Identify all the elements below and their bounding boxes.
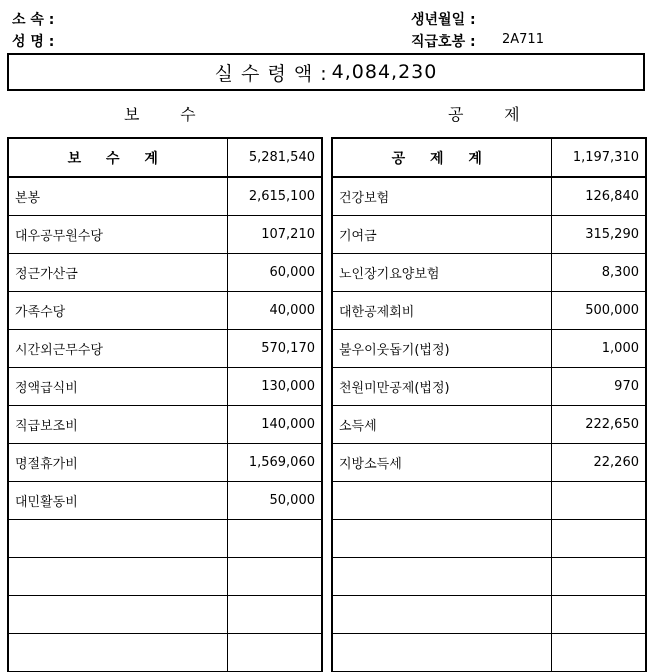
pay-item-amount xyxy=(227,596,322,634)
pay-item-name: 명절휴가비 xyxy=(8,444,227,482)
deduction-item-name: 지방소득세 xyxy=(332,444,551,482)
name-label: 성 명 : xyxy=(12,34,55,50)
affiliation-label: 소 속 : xyxy=(12,12,55,28)
deduction-section-title: 공 제 xyxy=(448,105,520,124)
pay-item-amount: 570,170 xyxy=(227,330,322,368)
pay-item-name xyxy=(8,634,227,672)
grade-value: 2A711 xyxy=(502,32,544,47)
pay-item-amount xyxy=(227,634,322,672)
deduction-item-amount: 315,290 xyxy=(551,216,646,254)
pay-item-amount: 140,000 xyxy=(227,406,322,444)
deduction-item-amount: 126,840 xyxy=(551,177,646,216)
pay-row xyxy=(8,177,322,216)
net-pay-box xyxy=(7,53,645,91)
birthdate-label: 생년월일 : xyxy=(411,12,476,28)
net-pay-amount: 4,084,230 xyxy=(331,61,438,83)
deduction-item-name xyxy=(332,520,551,558)
pay-item-amount xyxy=(227,520,322,558)
pay-row xyxy=(8,216,322,254)
pay-total-value: 5,281,540 xyxy=(227,138,322,177)
pay-item-name xyxy=(8,520,227,558)
deduction-item-amount: 222,650 xyxy=(551,406,646,444)
deduction-item-amount: 970 xyxy=(551,368,646,406)
pay-item-amount: 1,569,060 xyxy=(227,444,322,482)
deduction-row xyxy=(332,406,646,444)
deduction-item-amount xyxy=(551,558,646,596)
deduction-row xyxy=(332,558,646,596)
pay-item-amount: 130,000 xyxy=(227,368,322,406)
deduction-item-name: 노인장기요양보험 xyxy=(332,254,551,292)
deduction-item-name xyxy=(332,634,551,672)
pay-total-row xyxy=(8,138,322,177)
pay-item-amount: 60,000 xyxy=(227,254,322,292)
deduction-row xyxy=(332,520,646,558)
deduction-item-name: 소득세 xyxy=(332,406,551,444)
deduction-item-amount: 22,260 xyxy=(551,444,646,482)
deduction-item-amount xyxy=(551,482,646,520)
deduction-row xyxy=(332,254,646,292)
pay-row xyxy=(8,444,322,482)
pay-table xyxy=(7,137,323,672)
pay-row xyxy=(8,368,322,406)
pay-item-amount xyxy=(227,558,322,596)
net-pay-label: 실 수 령 액 : xyxy=(214,62,328,85)
deduction-item-amount xyxy=(551,520,646,558)
deduction-item-amount: 8,300 xyxy=(551,254,646,292)
deduction-item-name: 기여금 xyxy=(332,216,551,254)
deduction-row xyxy=(332,177,646,216)
deduction-item-name: 건강보험 xyxy=(332,177,551,216)
deduction-item-amount xyxy=(551,634,646,672)
deduction-row xyxy=(332,444,646,482)
deduction-item-amount xyxy=(551,596,646,634)
pay-row xyxy=(8,482,322,520)
pay-row xyxy=(8,634,322,672)
deduction-row xyxy=(332,634,646,672)
pay-row xyxy=(8,406,322,444)
pay-section-title: 보 수 xyxy=(124,105,196,124)
deduction-total-row xyxy=(332,138,646,177)
deduction-item-name: 대한공제회비 xyxy=(332,292,551,330)
pay-row xyxy=(8,254,322,292)
deduction-item-name: 천원미만공제(법정) xyxy=(332,368,551,406)
pay-item-name: 대민활동비 xyxy=(8,482,227,520)
pay-item-amount: 2,615,100 xyxy=(227,177,322,216)
pay-total-label: 보 수 계 xyxy=(8,138,227,177)
pay-item-amount: 107,210 xyxy=(227,216,322,254)
pay-item-amount: 40,000 xyxy=(227,292,322,330)
deduction-row xyxy=(332,482,646,520)
pay-row xyxy=(8,596,322,634)
pay-item-name: 정액급식비 xyxy=(8,368,227,406)
deduction-row xyxy=(332,216,646,254)
deduction-table xyxy=(331,137,647,672)
deduction-item-name xyxy=(332,482,551,520)
pay-item-name: 직급보조비 xyxy=(8,406,227,444)
pay-item-name: 가족수당 xyxy=(8,292,227,330)
deduction-row xyxy=(332,292,646,330)
pay-row xyxy=(8,558,322,596)
pay-item-name: 대우공무원수당 xyxy=(8,216,227,254)
pay-item-amount: 50,000 xyxy=(227,482,322,520)
deduction-row xyxy=(332,368,646,406)
pay-row xyxy=(8,330,322,368)
deduction-total-value: 1,197,310 xyxy=(551,138,646,177)
deduction-total-label: 공 제 계 xyxy=(332,138,551,177)
deduction-item-name xyxy=(332,596,551,634)
deduction-item-amount: 500,000 xyxy=(551,292,646,330)
deduction-item-amount: 1,000 xyxy=(551,330,646,368)
deduction-row xyxy=(332,330,646,368)
pay-row xyxy=(8,292,322,330)
pay-item-name: 본봉 xyxy=(8,177,227,216)
pay-row xyxy=(8,520,322,558)
grade-label: 직급호봉 : xyxy=(411,34,476,50)
pay-item-name xyxy=(8,596,227,634)
pay-item-name: 정근가산금 xyxy=(8,254,227,292)
deduction-item-name xyxy=(332,558,551,596)
pay-item-name xyxy=(8,558,227,596)
pay-item-name: 시간외근무수당 xyxy=(8,330,227,368)
deduction-item-name: 불우이웃돕기(법정) xyxy=(332,330,551,368)
deduction-row xyxy=(332,596,646,634)
